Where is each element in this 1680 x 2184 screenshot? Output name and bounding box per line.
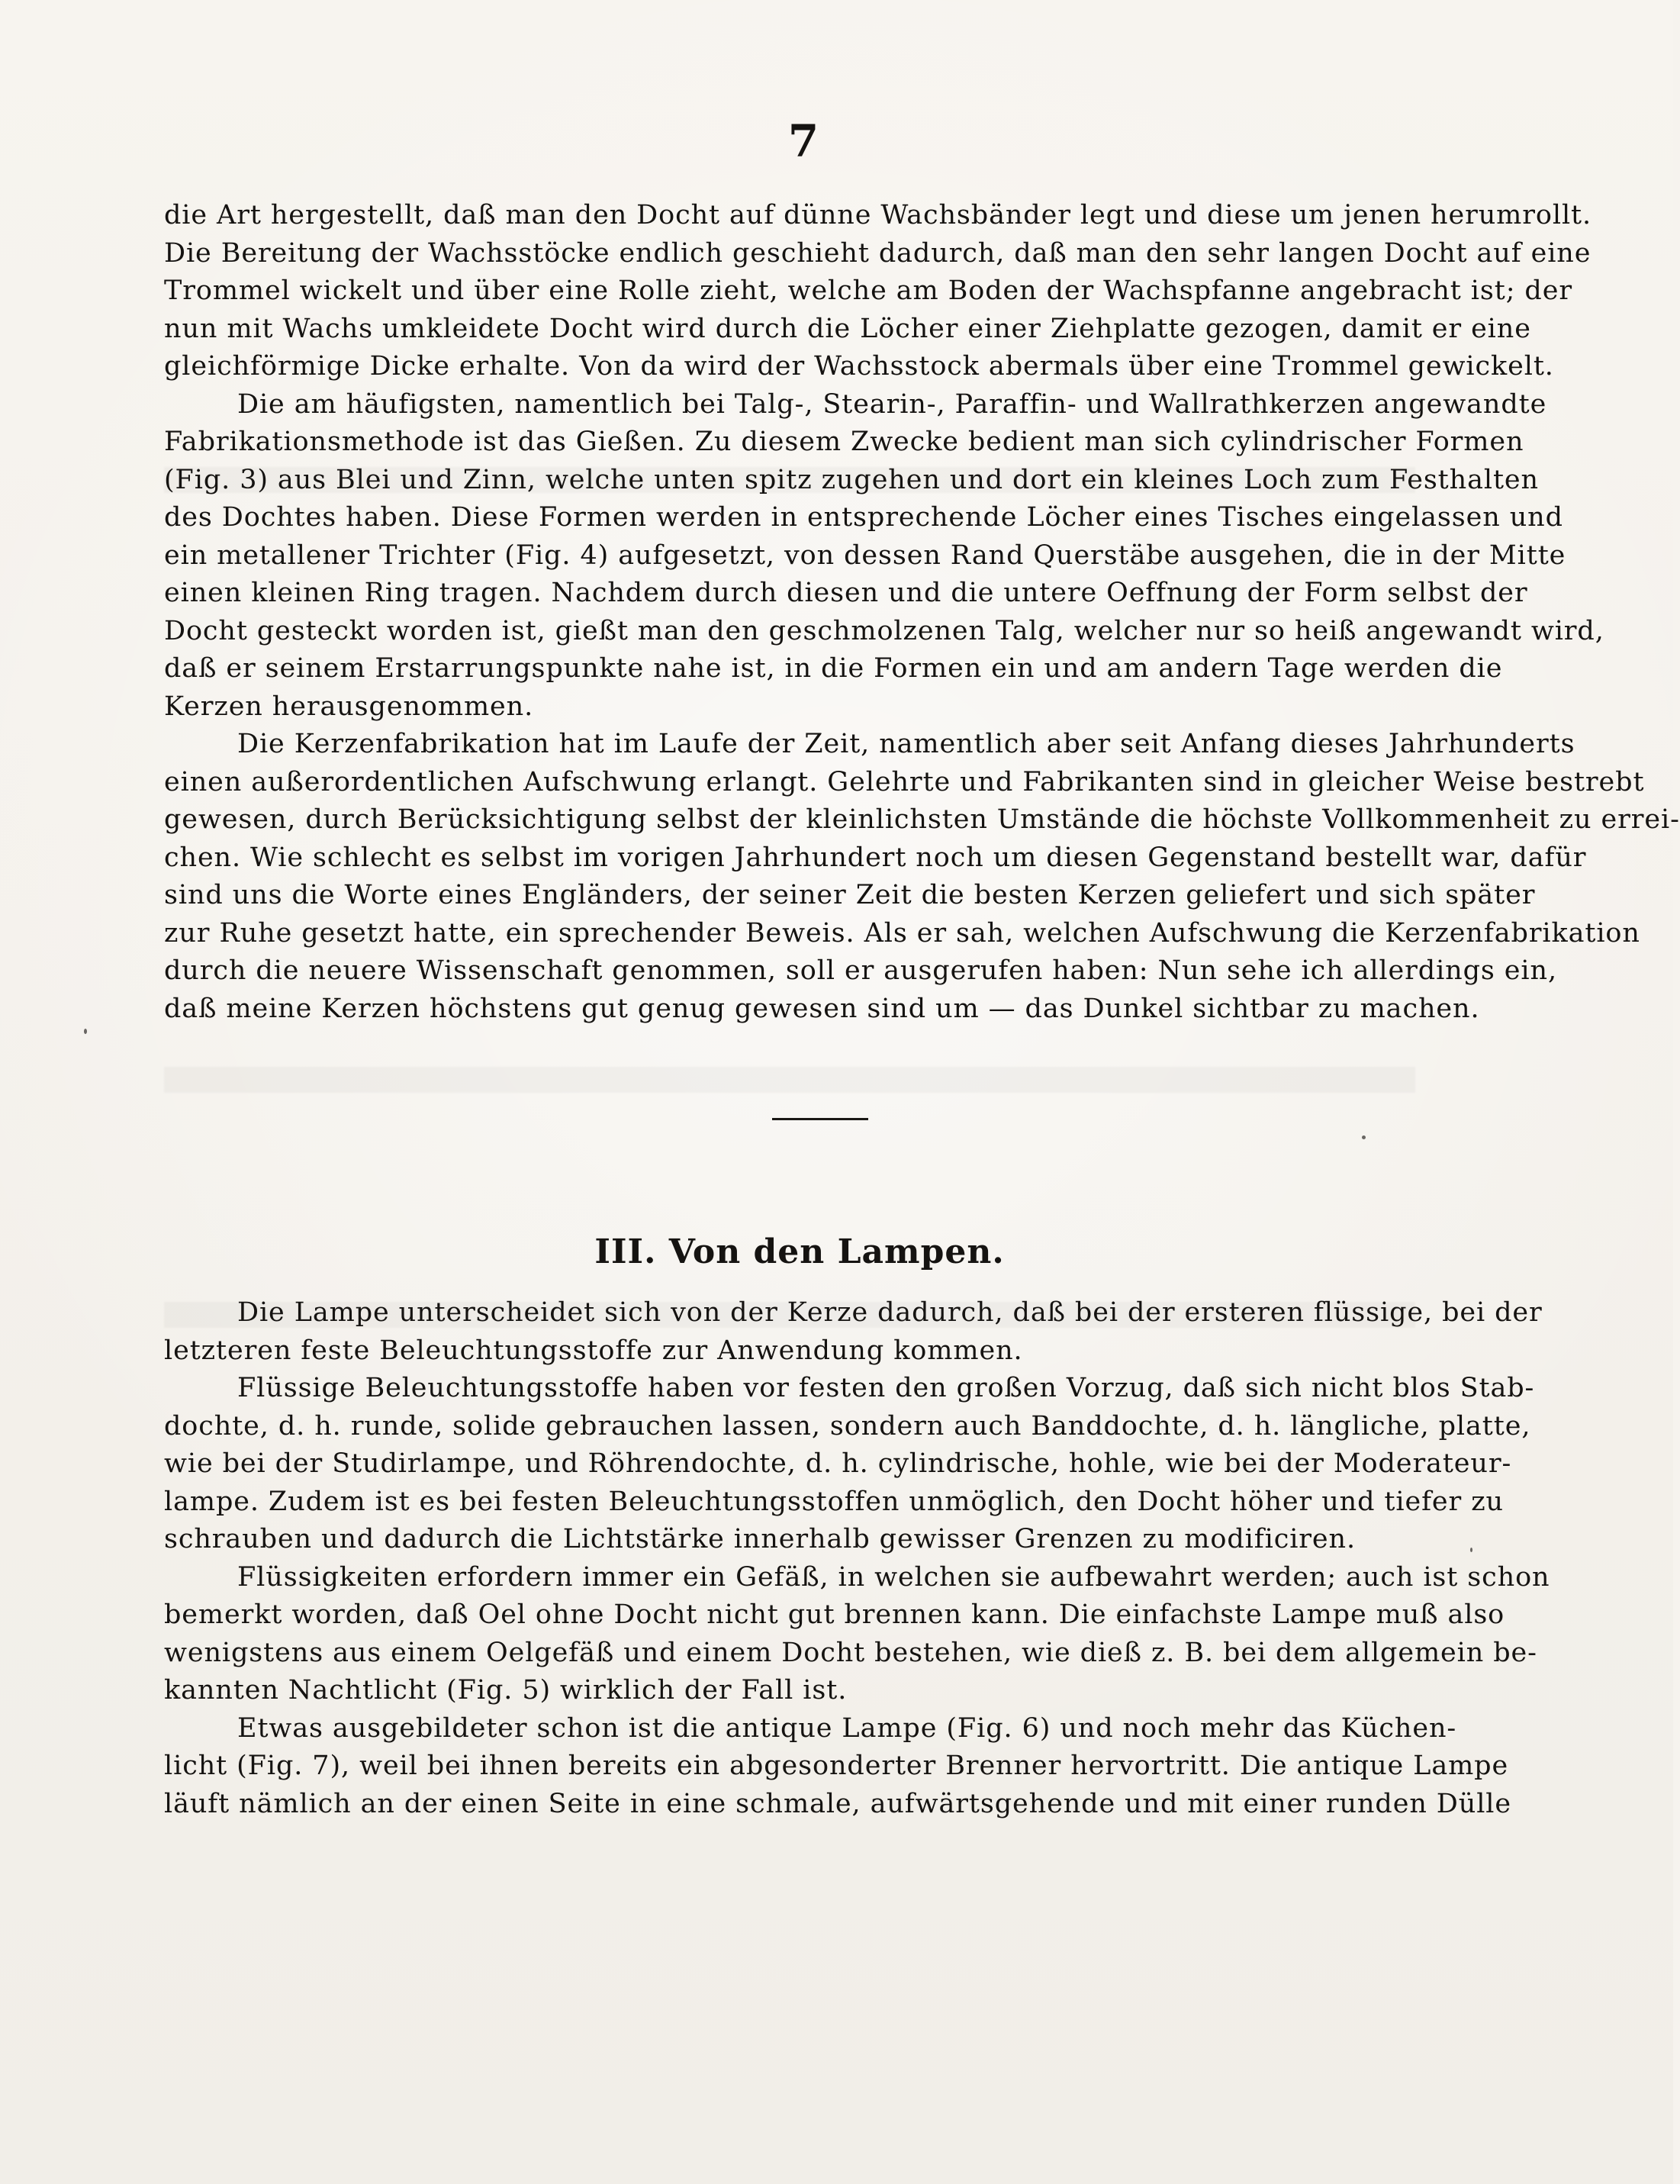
text-line: einen außerordentlichen Aufschwung erlangt. Gelehrte und Fabrikanten sind in gleicher Weise bestrebt bbox=[164, 766, 1645, 797]
text-line: Docht gesteckt worden ist, gießt man den geschmolzenen Talg, welcher nur so heiß angewandt wird, bbox=[164, 615, 1604, 646]
bleed-through-mark bbox=[164, 1067, 1415, 1093]
text-line: läuft nämlich an der einen Seite in eine schmale, aufwärtsgehende und mit einer runden Dülle bbox=[164, 1788, 1511, 1819]
text-line: ein metallener Trichter (Fig. 4) aufgesetzt, von dessen Rand Querstäbe ausgehen, die in der Mitte bbox=[164, 540, 1566, 571]
text-line: Kerzen herausgenommen. bbox=[164, 691, 534, 722]
text-line: chen. Wie schlecht es selbst im vorigen Jahrhundert noch um diesen Gegenstand bestellt war, dafür bbox=[164, 842, 1587, 873]
text-line: dochte, d. h. runde, solide gebrauchen lassen, sondern auch Banddochte, d. h. längliche, platte, bbox=[164, 1410, 1531, 1442]
text-line: des Dochtes haben. Diese Formen werden in entsprechende Löcher eines Tisches eingelassen und bbox=[164, 502, 1563, 533]
text-line: daß meine Kerzen höchstens gut genug gewesen sind um — das Dunkel sichtbar zu machen. bbox=[164, 993, 1480, 1024]
body-text-top bbox=[164, 197, 1680, 1028]
text-line: sind uns die Worte eines Engländers, der seiner Zeit die besten Kerzen geliefert und sich später bbox=[164, 880, 1536, 910]
text-line: einen kleinen Ring tragen. Nachdem durch diesen und die untere Oeffnung der Form selbst der bbox=[164, 578, 1528, 608]
text-line: nun mit Wachs umkleidete Docht wird durch die Löcher einer Ziehplatte gezogen, damit er eine bbox=[164, 313, 1531, 344]
text-line: Trommel wickelt und über eine Rolle zieht, welche am Boden der Wachspfanne angebracht ist; der bbox=[164, 275, 1572, 306]
scan-speck bbox=[84, 1029, 87, 1034]
text-line: Fabrikationsmethode ist das Gießen. Zu diesem Zwecke bedient man sich cylindrischer Formen bbox=[164, 427, 1524, 457]
text-line: Die Kerzenfabrikation hat im Laufe der Zeit, namentlich aber seit Anfang dieses Jahrhunderts bbox=[237, 729, 1575, 759]
text-line: Flüssige Beleuchtungsstoffe haben vor festen den großen Vorzug, daß sich nicht blos Stab- bbox=[237, 1373, 1535, 1403]
scan-speck bbox=[1470, 1548, 1472, 1552]
text-line: (Fig. 3) aus Blei und Zinn, welche unten spitz zugehen und dort ein kleines Loch zum Festhalten bbox=[164, 464, 1539, 495]
text-line: licht (Fig. 7), weil bei ihnen bereits ein abgesonderter Brenner hervortritt. Die antique Lampe bbox=[164, 1751, 1509, 1781]
text-line: lampe. Zudem ist es bei festen Beleuchtungsstoffen unmöglich, den Docht höher und tiefer zu bbox=[164, 1486, 1504, 1517]
text-line: durch die neuere Wissenschaft genommen, soll er ausgerufen haben: Nun sehe ich allerdings ein, bbox=[164, 955, 1557, 986]
text-line: bemerkt worden, daß Oel ohne Docht nicht gut brennen kann. Die einfachste Lampe muß also bbox=[164, 1599, 1505, 1630]
scan-speck bbox=[1362, 1135, 1366, 1139]
page-number: 7 bbox=[787, 115, 819, 167]
text-line: Flüssigkeiten erfordern immer ein Gefäß, in welchen sie aufbewahrt werden; auch ist schon bbox=[237, 1561, 1550, 1593]
text-line: Etwas ausgebildeter schon ist die antique Lampe (Fig. 6) und noch mehr das Küchen- bbox=[237, 1712, 1457, 1744]
body-text-bottom bbox=[164, 1294, 1550, 1823]
text-line: Die am häufigsten, namentlich bei Talg-, Stearin-, Paraffin- und Wallrathkerzen angewandte bbox=[237, 388, 1547, 420]
text-line: Die Lampe unterscheidet sich von der Kerze dadurch, daß bei der ersteren flüssige, bei der bbox=[237, 1297, 1543, 1328]
text-line: schrauben und dadurch die Lichtstärke innerhalb gewisser Grenzen zu modificiren. bbox=[164, 1524, 1357, 1554]
text-line: Die Bereitung der Wachsstöcke endlich geschieht dadurch, daß man den sehr langen Docht auf eine bbox=[164, 237, 1591, 269]
text-line: daß er seinem Erstarrungspunkte nahe ist, in die Formen ein und am andern Tage werden die bbox=[164, 653, 1503, 684]
section-divider bbox=[772, 1118, 868, 1120]
text-line: letzteren feste Beleuchtungsstoffe zur Anwendung kommen. bbox=[164, 1335, 1023, 1366]
text-line: zur Ruhe gesetzt hatte, ein sprechender Beweis. Als er sah, welchen Aufschwung die Kerzenfabrikation bbox=[164, 917, 1640, 949]
text-line: kannten Nachtlicht (Fig. 5) wirklich der Fall ist. bbox=[164, 1675, 848, 1706]
text-line: die Art hergestellt, daß man den Docht auf dünne Wachsbänder legt und diese um jenen herumrollt. bbox=[164, 200, 1592, 230]
text-line: gleichförmige Dicke erhalte. Von da wird der Wachsstock abermals über eine Trommel gewickelt. bbox=[164, 351, 1554, 382]
text-line: wie bei der Studirlampe, und Röhrendochte, d. h. cylindrische, hohle, wie bei der Moderateur- bbox=[164, 1448, 1512, 1479]
text-line: gewesen, durch Berücksichtigung selbst der kleinlichsten Umstände die höchste Vollkommenheit zu errei- bbox=[164, 804, 1680, 835]
text-line: wenigstens aus einem Oelgefäß und einem Docht bestehen, wie dieß z. B. bei dem allgemein be- bbox=[164, 1637, 1537, 1668]
section-heading: III. Von den Lampen. bbox=[594, 1232, 1005, 1271]
